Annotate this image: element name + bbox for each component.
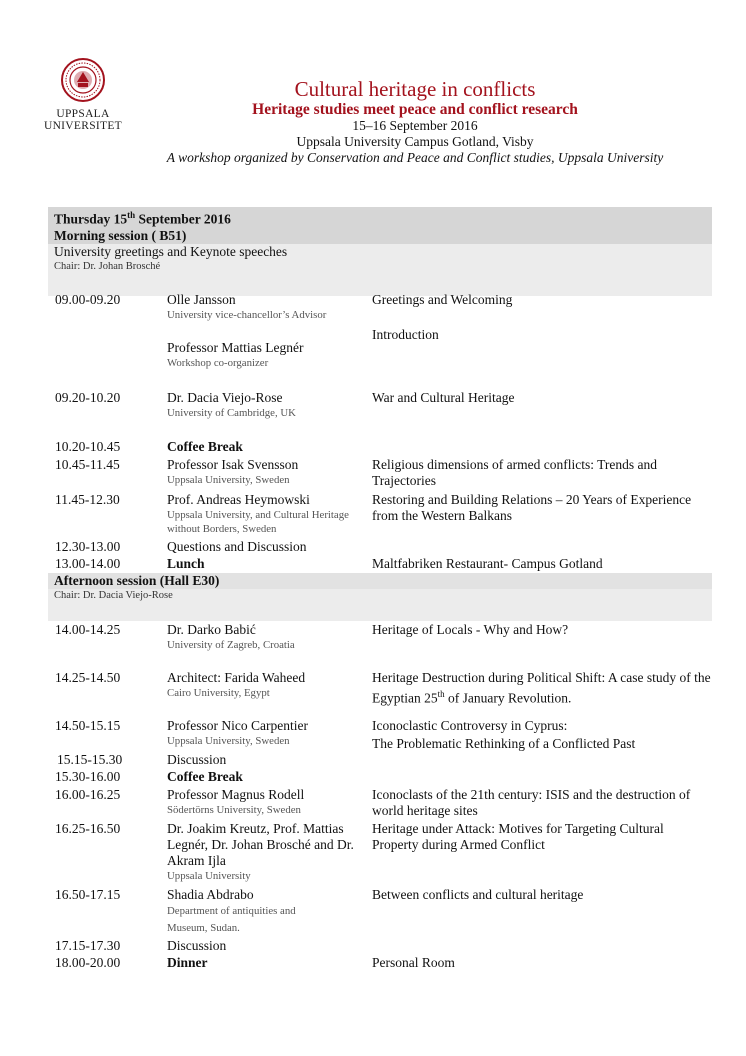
document-subtitle: Heritage studies meet peace and conflict research bbox=[252, 101, 578, 118]
row-topic: Heritage under Attack: Motives for Targeting Cultural Property during Armed Conflict bbox=[372, 821, 664, 852]
morning-session-title: Morning session ( B51) bbox=[48, 228, 712, 244]
row-affiliation: Uppsala University, Sweden bbox=[167, 735, 290, 747]
row-speaker: Architect: Farida Waheed bbox=[167, 670, 306, 685]
morning-session-subtitle: University greetings and Keynote speeches bbox=[54, 243, 288, 259]
row-affiliation: University of Cambridge, UK bbox=[167, 407, 296, 419]
row-speaker: Discussion bbox=[167, 752, 227, 767]
row-topic: Restoring and Building Relations – 20 Years of Experience from the Western Balkans bbox=[372, 492, 692, 523]
row-topic: Heritage of Locals - Why and How? bbox=[372, 622, 569, 637]
row-time: 15.30-16.00 bbox=[55, 769, 121, 784]
row-speaker: Dinner bbox=[167, 955, 208, 970]
row-speaker: Lunch bbox=[167, 556, 205, 571]
row-time: 13.00-14.00 bbox=[55, 556, 121, 571]
row-topic: Religious dimensions of armed conflicts: Trends and Trajectories bbox=[372, 457, 657, 488]
row-affiliation: Uppsala University, Sweden bbox=[167, 474, 290, 486]
document-title: Cultural heritage in conflicts bbox=[294, 77, 536, 101]
row-speaker: Olle Jansson bbox=[167, 292, 236, 307]
day-heading: Thursday 15th September 2016 bbox=[48, 207, 712, 228]
row-topic: War and Cultural Heritage bbox=[372, 390, 515, 405]
afternoon-session-title: Afternoon session (Hall E30) bbox=[48, 573, 712, 589]
row-time: 16.25-16.50 bbox=[55, 821, 121, 836]
row-time: 15.15-15.30 bbox=[57, 752, 123, 767]
workshop-dates: 15–16 September 2016 bbox=[352, 118, 478, 133]
row-time: 09.00-09.20 bbox=[55, 292, 121, 307]
logo-line-2: UNIVERSITET bbox=[43, 120, 123, 132]
row-time: 16.50-17.15 bbox=[55, 887, 121, 902]
morning-session-chair: Chair: Dr. Johan Brosché bbox=[54, 260, 161, 272]
row-topic: Iconoclasts of the 21th century: ISIS and the destruction of world heritage sites bbox=[372, 787, 691, 818]
row-affiliation: University vice-chancellor’s Advisor bbox=[167, 309, 327, 321]
row-speaker: Dr. Darko Babić bbox=[167, 622, 256, 637]
row-affiliation: Cairo University, Egypt bbox=[167, 687, 270, 699]
row-time: 12.30-13.00 bbox=[55, 539, 121, 554]
morning-session-block bbox=[48, 207, 712, 296]
row-time: 14.00-14.25 bbox=[55, 622, 121, 637]
row-topic: Personal Room bbox=[372, 955, 455, 970]
row-time: 17.15-17.30 bbox=[55, 938, 121, 953]
row-time: 10.45-11.45 bbox=[55, 457, 120, 472]
row-time: 16.00-16.25 bbox=[55, 787, 121, 802]
logo-line-1: UPPSALA bbox=[56, 108, 110, 120]
university-seal-icon bbox=[61, 58, 105, 102]
row-affiliation: Workshop co-organizer bbox=[167, 357, 269, 369]
row-speaker: Coffee Break bbox=[167, 769, 243, 784]
row-speaker: Dr. Dacia Viejo-Rose bbox=[167, 390, 283, 405]
row-speaker: Coffee Break bbox=[167, 439, 243, 454]
workshop-organizer: A workshop organized by Conservation and Peace and Conflict studies, Uppsala University bbox=[166, 150, 664, 165]
row-topic: Maltfabriken Restaurant- Campus Gotland bbox=[372, 556, 603, 571]
row-affiliation: Uppsala University, and Cultural Heritage without Borders, Sweden bbox=[167, 509, 349, 535]
row-speaker: Shadia Abdrabo bbox=[167, 887, 254, 902]
row-affiliation: Uppsala University bbox=[167, 870, 251, 882]
document-header bbox=[100, 78, 730, 166]
row-affiliation: Department of antiquities and Museum, Sudan. bbox=[167, 905, 296, 934]
row-topic: Introduction bbox=[372, 327, 439, 342]
row-speaker: Professor Isak Svensson bbox=[167, 457, 299, 472]
afternoon-session-chair: Chair: Dr. Dacia Viejo-Rose bbox=[54, 590, 173, 601]
row-time: 14.25-14.50 bbox=[55, 670, 121, 685]
row-speaker: Dr. Joakim Kreutz, Prof. Mattias Legnér, Dr. Johan Brosché and Dr. Akram Ijla bbox=[167, 821, 354, 868]
row-time: 14.50-15.15 bbox=[55, 718, 121, 733]
row-time: 10.20-10.45 bbox=[55, 439, 121, 454]
row-time: 11.45-12.30 bbox=[55, 492, 120, 507]
row-speaker: Professor Mattias Legnér bbox=[167, 340, 304, 355]
row-topic: Heritage Destruction during Political Shift: A case study of the Egyptian 25th of January Revolution. bbox=[372, 670, 711, 706]
row-speaker: Professor Magnus Rodell bbox=[167, 787, 305, 802]
row-speaker: Discussion bbox=[167, 938, 227, 953]
row-affiliation: Södertörns University, Sweden bbox=[167, 804, 301, 816]
row-time: 18.00-20.00 bbox=[55, 955, 121, 970]
afternoon-session-block bbox=[48, 573, 712, 621]
workshop-venue: Uppsala University Campus Gotland, Visby bbox=[296, 134, 534, 149]
row-affiliation: University of Zagreb, Croatia bbox=[167, 639, 295, 651]
row-topic-line-2: The Problematic Rethinking of a Conflicted Past bbox=[372, 736, 636, 751]
row-topic: Iconoclastic Controversy in Cyprus: bbox=[372, 718, 568, 733]
row-time: 09.20-10.20 bbox=[55, 390, 121, 405]
row-topic: Greetings and Welcoming bbox=[372, 292, 513, 307]
row-speaker: Professor Nico Carpentier bbox=[167, 718, 308, 733]
row-topic: Between conflicts and cultural heritage bbox=[372, 887, 584, 902]
row-speaker: Prof. Andreas Heymowski bbox=[167, 492, 310, 507]
row-speaker: Questions and Discussion bbox=[167, 539, 307, 554]
